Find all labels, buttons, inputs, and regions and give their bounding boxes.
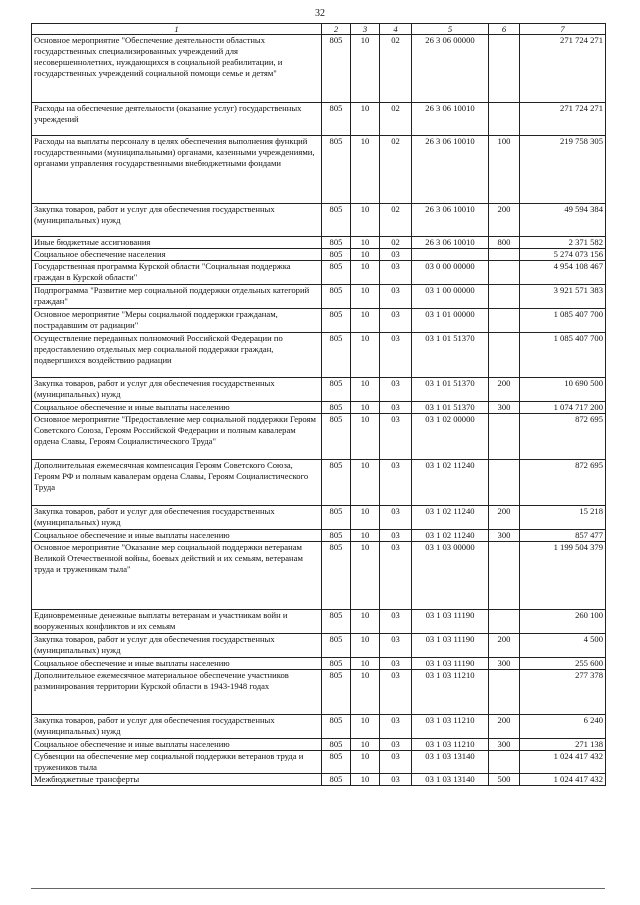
row-vr: 200 bbox=[489, 506, 520, 530]
row-vr bbox=[489, 285, 520, 309]
table-row bbox=[32, 402, 606, 414]
row-sum: 271 724 271 bbox=[520, 103, 606, 136]
row-name: Закупка товаров, работ и услуг для обеспечения государственных (муниципальных) нужд bbox=[32, 204, 322, 237]
row-pr: 02 bbox=[380, 237, 412, 249]
row-name: Расходы на выплаты персоналу в целях обеспечения выполнения функций государственными (муниципальными) органами, казенными учреждениями, органами управления государственными внебюджетными фондами bbox=[32, 136, 322, 204]
row-sum: 1 199 504 379 bbox=[520, 542, 606, 610]
row-csr: 26 3 06 00000 bbox=[412, 35, 489, 103]
row-sum: 1 074 717 200 bbox=[520, 402, 606, 414]
row-ved: 805 bbox=[322, 333, 351, 378]
row-csr: 03 1 03 11210 bbox=[412, 739, 489, 751]
row-vr: 200 bbox=[489, 204, 520, 237]
row-name: Социальное обеспечение населения bbox=[32, 249, 322, 261]
row-rz: 10 bbox=[351, 136, 380, 204]
row-csr: 26 3 06 10010 bbox=[412, 237, 489, 249]
row-pr: 03 bbox=[380, 460, 412, 506]
row-sum: 271 138 bbox=[520, 739, 606, 751]
row-sum: 277 378 bbox=[520, 670, 606, 715]
row-sum: 4 954 108 467 bbox=[520, 261, 606, 285]
row-vr bbox=[489, 542, 520, 610]
row-vr bbox=[489, 460, 520, 506]
row-vr: 800 bbox=[489, 237, 520, 249]
row-sum: 271 724 271 bbox=[520, 35, 606, 103]
row-name: Закупка товаров, работ и услуг для обеспечения государственных (муниципальных) нужд bbox=[32, 634, 322, 658]
row-sum: 10 690 500 bbox=[520, 378, 606, 402]
row-name: Иные бюджетные ассигнования bbox=[32, 237, 322, 249]
row-sum: 1 024 417 432 bbox=[520, 774, 606, 786]
row-pr: 03 bbox=[380, 715, 412, 739]
table-row bbox=[32, 460, 606, 506]
header-col-6: 6 bbox=[489, 24, 520, 35]
row-pr: 03 bbox=[380, 414, 412, 460]
row-ved: 805 bbox=[322, 35, 351, 103]
table-row bbox=[32, 103, 606, 136]
row-vr: 300 bbox=[489, 739, 520, 751]
table-row bbox=[32, 261, 606, 285]
row-vr: 200 bbox=[489, 378, 520, 402]
row-csr: 26 3 06 10010 bbox=[412, 136, 489, 204]
row-vr: 300 bbox=[489, 530, 520, 542]
row-vr bbox=[489, 670, 520, 715]
budget-table bbox=[31, 23, 606, 786]
row-csr: 03 1 03 11190 bbox=[412, 610, 489, 634]
row-pr: 03 bbox=[380, 751, 412, 774]
header-col-3: 3 bbox=[351, 24, 380, 35]
row-name: Расходы на обеспечение деятельности (оказание услуг) государственных учреждений bbox=[32, 103, 322, 136]
table-row bbox=[32, 136, 606, 204]
row-ved: 805 bbox=[322, 460, 351, 506]
row-rz: 10 bbox=[351, 414, 380, 460]
table-row bbox=[32, 237, 606, 249]
row-pr: 02 bbox=[380, 35, 412, 103]
row-sum: 15 218 bbox=[520, 506, 606, 530]
table-row bbox=[32, 634, 606, 658]
row-name: Социальное обеспечение и иные выплаты населению bbox=[32, 739, 322, 751]
row-name: Закупка товаров, работ и услуг для обеспечения государственных (муниципальных) нужд bbox=[32, 506, 322, 530]
table-row bbox=[32, 610, 606, 634]
row-name: Социальное обеспечение и иные выплаты населению bbox=[32, 402, 322, 414]
row-name: Подпрограмма "Развитие мер социальной поддержки отдельных категорий граждан" bbox=[32, 285, 322, 309]
header-col-7: 7 bbox=[520, 24, 606, 35]
row-pr: 03 bbox=[380, 402, 412, 414]
row-csr: 26 3 06 10010 bbox=[412, 204, 489, 237]
row-csr: 03 1 03 13140 bbox=[412, 751, 489, 774]
row-rz: 10 bbox=[351, 35, 380, 103]
row-name: Социальное обеспечение и иные выплаты населению bbox=[32, 530, 322, 542]
row-sum: 1 085 407 700 bbox=[520, 333, 606, 378]
row-name: Основное мероприятие "Меры социальной поддержки гражданам, пострадавшим от радиации" bbox=[32, 309, 322, 333]
row-csr: 03 1 02 00000 bbox=[412, 414, 489, 460]
row-sum: 6 240 bbox=[520, 715, 606, 739]
row-vr: 100 bbox=[489, 136, 520, 204]
row-csr: 26 3 06 10010 bbox=[412, 103, 489, 136]
row-ved: 805 bbox=[322, 506, 351, 530]
header-col-4: 4 bbox=[380, 24, 412, 35]
row-pr: 03 bbox=[380, 249, 412, 261]
header-row bbox=[32, 24, 606, 35]
row-rz: 10 bbox=[351, 658, 380, 670]
row-ved: 805 bbox=[322, 414, 351, 460]
row-ved: 805 bbox=[322, 261, 351, 285]
row-pr: 02 bbox=[380, 204, 412, 237]
row-vr bbox=[489, 309, 520, 333]
row-csr: 03 1 03 11190 bbox=[412, 634, 489, 658]
row-name: Социальное обеспечение и иные выплаты населению bbox=[32, 658, 322, 670]
table-row bbox=[32, 249, 606, 261]
row-name: Основное мероприятие "Оказание мер социальной поддержки ветеранам Великой Отечественной войны, боевых действий и их семьям, ветеранам труда и труженикам тыла" bbox=[32, 542, 322, 610]
row-pr: 03 bbox=[380, 333, 412, 378]
row-sum: 1 085 407 700 bbox=[520, 309, 606, 333]
row-rz: 10 bbox=[351, 309, 380, 333]
header-col-2: 2 bbox=[322, 24, 351, 35]
row-sum: 872 695 bbox=[520, 414, 606, 460]
row-name: Дополнительное ежемесячное материальное обеспечение участников разминирования территории Курской области в 1943-1948 годах bbox=[32, 670, 322, 715]
row-rz: 10 bbox=[351, 460, 380, 506]
row-rz: 10 bbox=[351, 542, 380, 610]
row-name: Межбюджетные трансферты bbox=[32, 774, 322, 786]
row-rz: 10 bbox=[351, 774, 380, 786]
page-number: 32 bbox=[315, 8, 325, 19]
row-csr: 03 1 03 11210 bbox=[412, 670, 489, 715]
row-vr bbox=[489, 751, 520, 774]
table-row bbox=[32, 670, 606, 715]
row-sum: 2 371 582 bbox=[520, 237, 606, 249]
row-csr: 03 1 01 51370 bbox=[412, 378, 489, 402]
row-rz: 10 bbox=[351, 739, 380, 751]
table-row bbox=[32, 378, 606, 402]
row-rz: 10 bbox=[351, 103, 380, 136]
row-vr: 300 bbox=[489, 402, 520, 414]
row-csr: 03 1 01 00000 bbox=[412, 309, 489, 333]
table-row bbox=[32, 739, 606, 751]
row-vr bbox=[489, 333, 520, 378]
header-col-5: 5 bbox=[412, 24, 489, 35]
row-rz: 10 bbox=[351, 715, 380, 739]
row-pr: 03 bbox=[380, 610, 412, 634]
row-pr: 03 bbox=[380, 670, 412, 715]
table-row bbox=[32, 530, 606, 542]
row-vr: 300 bbox=[489, 658, 520, 670]
row-ved: 805 bbox=[322, 634, 351, 658]
row-name: Основное мероприятие "Предоставление мер социальной поддержки Героям Советского Союза, Героям Российской Федерации и полным кавалерам ордена Славы, Героям Социалистического Труда" bbox=[32, 414, 322, 460]
row-pr: 03 bbox=[380, 530, 412, 542]
row-rz: 10 bbox=[351, 670, 380, 715]
row-rz: 10 bbox=[351, 204, 380, 237]
row-csr: 03 1 02 11240 bbox=[412, 530, 489, 542]
row-pr: 02 bbox=[380, 136, 412, 204]
row-rz: 10 bbox=[351, 634, 380, 658]
row-rz: 10 bbox=[351, 530, 380, 542]
row-ved: 805 bbox=[322, 658, 351, 670]
row-name: Субвенции на обеспечение мер социальной поддержки ветеранов труда и тружеников тыла bbox=[32, 751, 322, 774]
row-sum: 857 477 bbox=[520, 530, 606, 542]
row-ved: 805 bbox=[322, 309, 351, 333]
row-pr: 03 bbox=[380, 739, 412, 751]
row-rz: 10 bbox=[351, 237, 380, 249]
row-ved: 805 bbox=[322, 739, 351, 751]
row-vr bbox=[489, 261, 520, 285]
table-row bbox=[32, 774, 606, 786]
table-row bbox=[32, 35, 606, 103]
row-csr: 03 1 03 00000 bbox=[412, 542, 489, 610]
row-ved: 805 bbox=[322, 774, 351, 786]
table-row bbox=[32, 751, 606, 774]
row-sum: 3 921 571 383 bbox=[520, 285, 606, 309]
row-ved: 805 bbox=[322, 237, 351, 249]
row-rz: 10 bbox=[351, 751, 380, 774]
row-csr: 03 1 01 51370 bbox=[412, 402, 489, 414]
row-ved: 805 bbox=[322, 285, 351, 309]
row-pr: 02 bbox=[380, 103, 412, 136]
row-vr bbox=[489, 249, 520, 261]
row-ved: 805 bbox=[322, 610, 351, 634]
row-pr: 03 bbox=[380, 261, 412, 285]
row-csr: 03 1 02 11240 bbox=[412, 460, 489, 506]
row-ved: 805 bbox=[322, 204, 351, 237]
row-sum: 872 695 bbox=[520, 460, 606, 506]
row-ved: 805 bbox=[322, 751, 351, 774]
row-pr: 03 bbox=[380, 378, 412, 402]
row-ved: 805 bbox=[322, 378, 351, 402]
row-pr: 03 bbox=[380, 506, 412, 530]
row-sum: 5 274 073 156 bbox=[520, 249, 606, 261]
row-vr bbox=[489, 610, 520, 634]
row-csr: 03 0 00 00000 bbox=[412, 261, 489, 285]
row-sum: 260 100 bbox=[520, 610, 606, 634]
table-row bbox=[32, 658, 606, 670]
row-rz: 10 bbox=[351, 249, 380, 261]
row-ved: 805 bbox=[322, 542, 351, 610]
row-vr: 500 bbox=[489, 774, 520, 786]
table-row bbox=[32, 414, 606, 460]
row-rz: 10 bbox=[351, 333, 380, 378]
row-rz: 10 bbox=[351, 402, 380, 414]
row-name: Государственная программа Курской области "Социальная поддержка граждан в Курской области" bbox=[32, 261, 322, 285]
row-sum: 49 594 384 bbox=[520, 204, 606, 237]
row-ved: 805 bbox=[322, 402, 351, 414]
row-ved: 805 bbox=[322, 136, 351, 204]
row-sum: 219 758 305 bbox=[520, 136, 606, 204]
row-pr: 03 bbox=[380, 309, 412, 333]
row-vr bbox=[489, 103, 520, 136]
row-vr: 200 bbox=[489, 715, 520, 739]
row-csr: 03 1 03 11210 bbox=[412, 715, 489, 739]
row-name: Единовременные денежные выплаты ветеранам и участникам войн и вооруженных конфликтов и их семьям bbox=[32, 610, 322, 634]
row-sum: 1 024 417 432 bbox=[520, 751, 606, 774]
table-row bbox=[32, 506, 606, 530]
table-row bbox=[32, 285, 606, 309]
bottom-rule bbox=[31, 888, 605, 889]
header-col-1: 1 bbox=[32, 24, 322, 35]
row-csr bbox=[412, 249, 489, 261]
row-ved: 805 bbox=[322, 103, 351, 136]
row-rz: 10 bbox=[351, 378, 380, 402]
table-row bbox=[32, 333, 606, 378]
table-row bbox=[32, 309, 606, 333]
row-csr: 03 1 02 11240 bbox=[412, 506, 489, 530]
table-row bbox=[32, 715, 606, 739]
row-csr: 03 1 03 13140 bbox=[412, 774, 489, 786]
row-rz: 10 bbox=[351, 285, 380, 309]
row-vr: 200 bbox=[489, 634, 520, 658]
row-pr: 03 bbox=[380, 285, 412, 309]
row-pr: 03 bbox=[380, 542, 412, 610]
row-rz: 10 bbox=[351, 506, 380, 530]
row-ved: 805 bbox=[322, 530, 351, 542]
row-csr: 03 1 00 00000 bbox=[412, 285, 489, 309]
row-ved: 805 bbox=[322, 249, 351, 261]
row-csr: 03 1 01 51370 bbox=[412, 333, 489, 378]
row-rz: 10 bbox=[351, 261, 380, 285]
row-pr: 03 bbox=[380, 658, 412, 670]
row-sum: 4 500 bbox=[520, 634, 606, 658]
row-sum: 255 600 bbox=[520, 658, 606, 670]
row-name: Закупка товаров, работ и услуг для обеспечения государственных (муниципальных) нужд bbox=[32, 715, 322, 739]
row-vr bbox=[489, 414, 520, 460]
row-ved: 805 bbox=[322, 715, 351, 739]
row-pr: 03 bbox=[380, 774, 412, 786]
table-row bbox=[32, 542, 606, 610]
row-name: Осуществление переданных полномочий Российской Федерации по предоставлению отдельных мер социальной поддержки граждан, подвергшихся воздействию радиации bbox=[32, 333, 322, 378]
table-row bbox=[32, 204, 606, 237]
row-name: Основное мероприятие "Обеспечение деятельности областных государственных специализированных учреждений для несовершеннолетних, нуждающихся в социальной реабилитации, и государственных учреждений социальной помощи семье и детям" bbox=[32, 35, 322, 103]
row-name: Дополнительная ежемесячная компенсация Героям Советского Союза, Героям РФ и полным кавалерам ордена Славы, Героям Социалистического Труда bbox=[32, 460, 322, 506]
row-rz: 10 bbox=[351, 610, 380, 634]
row-vr bbox=[489, 35, 520, 103]
row-csr: 03 1 03 11190 bbox=[412, 658, 489, 670]
row-pr: 03 bbox=[380, 634, 412, 658]
row-ved: 805 bbox=[322, 670, 351, 715]
row-name: Закупка товаров, работ и услуг для обеспечения государственных (муниципальных) нужд bbox=[32, 378, 322, 402]
